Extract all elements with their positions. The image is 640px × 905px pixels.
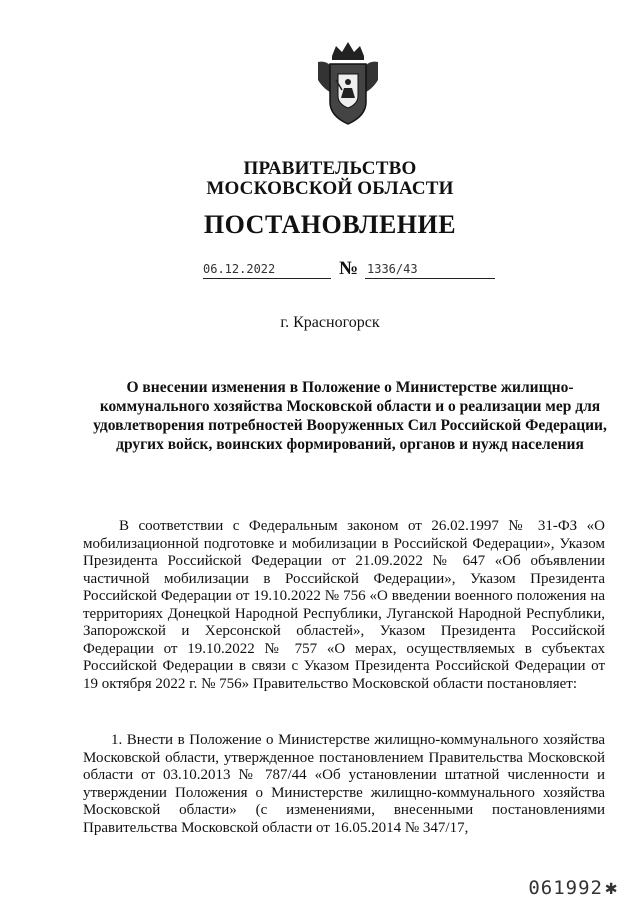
serial-number [528, 875, 618, 899]
asterisk-icon: ✱ [604, 875, 618, 899]
government-name-line1: ПРАВИТЕЛЬСТВО [243, 158, 417, 179]
number-underline [365, 278, 495, 279]
date-underline [203, 278, 331, 279]
coat-of-arms-icon [314, 40, 382, 126]
clause-1-paragraph: 1. Внести в Положение о Министерстве жилищно-коммунального хозяйства Московской области, утвержденное постановлением Правительства Московской области от 03.10.2013 № 787/44 «Об установлении штатной численности и утверждении Положения о Министерстве жилищно-коммунального хозяйства Московской области» (с изменениями, внесенными постановлениями Правительства Московской области от 16.05.2014 № 347/17, [83, 732, 605, 836]
preamble-paragraph: В соответствии с Федеральным законом от 26.02.1997 № 31-ФЗ «О мобилизационной подготовке и мобилизации в Российской Федерации», Указом Президента Российской Федерации от 21.09.2022 № 647 «Об объявлении частичной мобилизации в Российской Федерации», Указом Президента Российской Федерации от 19.10.2022 № 756 «О введении военного положения на территориях Донецкой Народной Республики, Луганской Народной Республики, Запорожской и Херсонской областей», Указом Президента Российской Федерации от 19.10.2022 № 757 «О мерах, осуществляемых в субъектах Российской Федерации в связи с Указом Президента Российской Федерации от 19 октября 2022 г. № 756» Правительство Московской области постановляет: [83, 518, 605, 692]
government-name-line2: МОСКОВСКОЙ ОБЛАСТИ [206, 178, 454, 199]
decree-date: 06.12.2022 [203, 262, 276, 276]
document-type-heading: ПОСТАНОВЛЕНИЕ [203, 210, 457, 239]
serial-digits: 061992 [528, 877, 603, 899]
issue-city: г. Красногорск [280, 314, 380, 331]
decree-number: 1336/43 [367, 262, 418, 276]
number-sign: № [339, 258, 359, 279]
registration-line [203, 258, 503, 284]
decree-title: О внесении изменения в Положение о Министерстве жилищно-коммунального хозяйства Московской области и о реализации мер для удовлетворения потребностей Вооруженных Сил Российской Федерации, других войск, воинских формирований, органов и нужд населения [93, 379, 607, 453]
